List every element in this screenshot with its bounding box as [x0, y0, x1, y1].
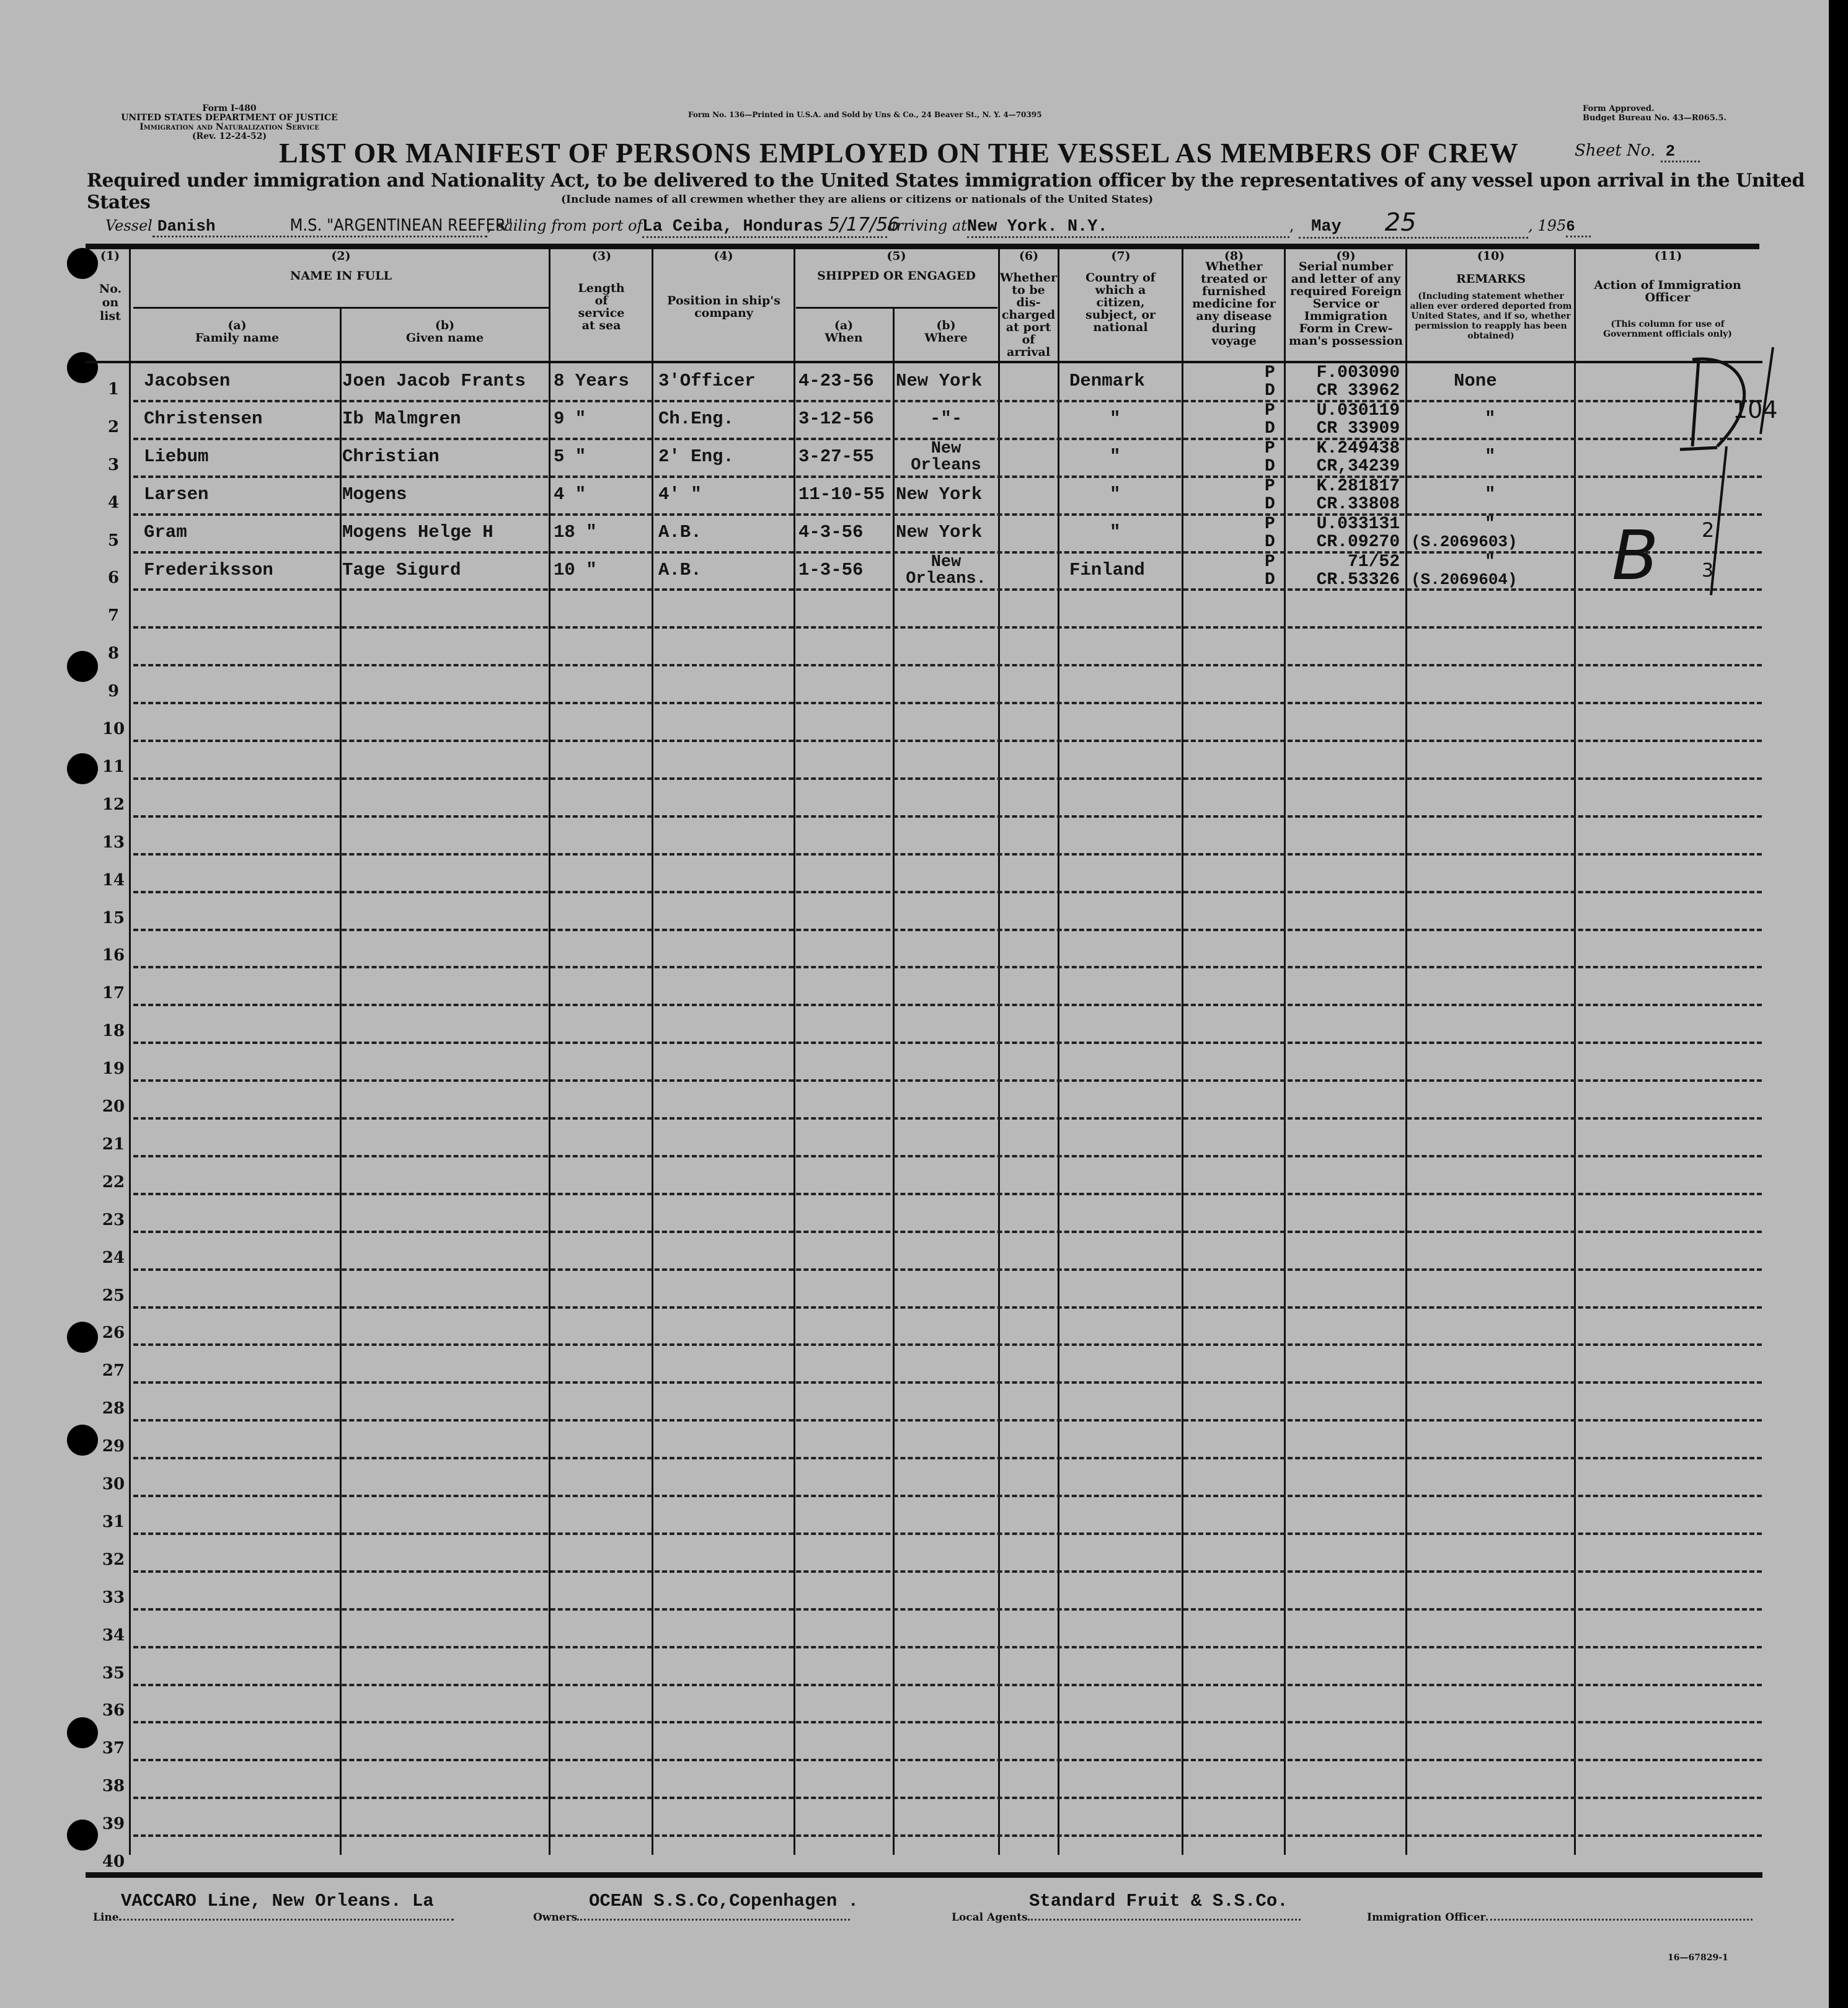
given-name-cell: Ib Malmgren — [342, 408, 461, 429]
punch-hole — [67, 753, 98, 784]
family-label: Family name — [195, 331, 280, 345]
given-name-cell: Christian — [342, 446, 440, 467]
row-number: 14 — [102, 870, 125, 890]
remarks-cell: " — [1485, 484, 1496, 505]
row-separator — [133, 1684, 1762, 1686]
row-number: 19 — [102, 1059, 125, 1079]
approval-block — [1583, 104, 1726, 123]
row-number: 36 — [102, 1701, 125, 1720]
passport-prefix: P — [1265, 363, 1275, 383]
shipped-where-cell: New York — [896, 521, 983, 542]
row-separator — [133, 475, 1762, 478]
page-title: LIST OR MANIFEST OF PERSONS EMPLOYED ON THE VESSEL AS MEMBERS OF CREW — [279, 137, 1519, 169]
document-number-cell: CR 33909 — [1316, 418, 1400, 438]
given-name-cell: Tage Sigurd — [342, 559, 461, 580]
row-number: 38 — [102, 1777, 125, 1796]
vline — [652, 249, 653, 1855]
arriving-label: arriving at — [887, 217, 967, 234]
table-top-rule — [86, 244, 1759, 249]
row-number: 28 — [102, 1399, 125, 1418]
position-cell: Ch.Eng. — [658, 408, 734, 429]
remarks-cell: " — [1485, 514, 1495, 534]
vline — [129, 249, 131, 1855]
row-number: 8 — [107, 644, 120, 663]
row-separator — [133, 1834, 1762, 1837]
officer-label: Immigration Officer — [1367, 1911, 1486, 1924]
header-family-name — [133, 319, 341, 344]
colnum-10: (10) — [1477, 249, 1505, 263]
row-separator — [133, 400, 1762, 402]
header-action: Action of Immigration Officer — [1594, 278, 1741, 304]
arrival-day: 25 — [1384, 208, 1417, 237]
position-cell: A.B. — [658, 559, 702, 580]
row-number: 21 — [102, 1134, 125, 1154]
row-number: 2 — [107, 417, 120, 436]
row-number: 26 — [102, 1324, 125, 1343]
country-cell: " — [1110, 521, 1121, 542]
row-separator — [133, 702, 1762, 704]
row-number: 13 — [102, 833, 125, 852]
document-number-cell: CR.33808 — [1316, 494, 1400, 514]
row-separator — [133, 966, 1762, 968]
passport-prefix: P — [1265, 400, 1275, 420]
country-cell: Finland — [1069, 559, 1145, 580]
row-separator — [133, 1079, 1762, 1082]
row-separator — [133, 1155, 1762, 1157]
country-cell: " — [1110, 446, 1121, 467]
row-separator — [133, 626, 1762, 629]
row-separator — [133, 1381, 1762, 1384]
passport-number-cell: F.003090 — [1316, 363, 1400, 383]
year-suffix: 6 — [1566, 219, 1575, 236]
row-separator — [133, 1343, 1762, 1346]
header-country: Country of which a citizen, subject, or national — [1085, 271, 1156, 334]
passport-number-cell: K.281817 — [1316, 476, 1400, 496]
row-separator — [133, 1193, 1762, 1195]
row-number: 3 — [107, 455, 120, 474]
form-number: Form I-480 — [202, 104, 257, 113]
agents-value: Standard Fruit & S.S.Co. — [1029, 1891, 1288, 1911]
passport-number-cell: U.033131 — [1316, 514, 1400, 534]
sheet-value: 2 — [1661, 142, 1700, 162]
punch-hole — [67, 651, 98, 682]
service-length-cell: 9 " — [554, 408, 586, 429]
passport-number-cell: U.030119 — [1316, 400, 1400, 420]
given-label: Given name — [405, 331, 484, 345]
sailing-label: , sailing from port of — [487, 217, 643, 234]
footer-officer — [1367, 1911, 1764, 1924]
row-number: 20 — [102, 1097, 125, 1116]
vline — [1284, 249, 1286, 1855]
row-number: 40 — [102, 1852, 125, 1871]
family-name-cell: Larsen — [144, 484, 209, 505]
document-prefix: D — [1265, 494, 1275, 514]
remarks-detail-cell: (S.2069603) — [1411, 532, 1518, 551]
family-name-cell: Jacobsen — [144, 371, 231, 391]
service-name: Immigration and Naturalization Service — [139, 122, 319, 132]
punch-hole — [67, 1425, 98, 1456]
header-given-name — [341, 319, 549, 344]
row-separator — [133, 1457, 1762, 1459]
country-cell: Denmark — [1069, 371, 1145, 391]
header-remarks: REMARKS — [1456, 272, 1526, 286]
row-separator — [133, 1721, 1762, 1723]
row-separator — [133, 1117, 1762, 1120]
given-name-cell: Joen Jacob Frants — [342, 371, 526, 391]
header-medicine: Whether treated or furnished medicine for any disease during voyage — [1192, 260, 1276, 348]
where-label: Where — [924, 331, 968, 345]
officer-superscript-2: 3 — [1702, 560, 1714, 582]
family-name-cell: Christensen — [144, 408, 263, 429]
position-cell: 3'Officer — [658, 371, 756, 391]
document-prefix: D — [1265, 381, 1275, 400]
port-from: La Ceiba, Honduras — [642, 218, 823, 236]
shipped-when-cell: 3-12-56 — [798, 408, 874, 429]
officer-mark-b: B — [1612, 516, 1659, 595]
row-number: 17 — [102, 984, 125, 1003]
colnum-6: (6) — [1019, 249, 1039, 263]
where-sub: (b) — [936, 319, 956, 332]
arrival-month: May — [1311, 218, 1342, 236]
when-sub: (a) — [834, 319, 854, 332]
row-number: 24 — [102, 1248, 125, 1267]
include-note: (Include names of all crewmen whether they are aliens or citizens or nationals of the United States) — [561, 193, 1154, 206]
vline — [998, 249, 1000, 1855]
row-separator — [133, 1419, 1762, 1422]
document-number-cell: CR.53326 — [1316, 570, 1400, 590]
sheet-number — [1575, 141, 1700, 161]
vessel-nationality: Danish — [157, 217, 216, 236]
table-bottom-rule — [86, 1872, 1762, 1878]
family-name-cell: Liebum — [144, 446, 209, 467]
colnum-7: (7) — [1111, 249, 1131, 263]
row-number: 37 — [102, 1739, 125, 1758]
vessel-name: M.S. "ARGENTINEAN REEFER" — [290, 216, 513, 235]
row-separator — [133, 1533, 1762, 1535]
shipped-header-rule — [796, 307, 997, 309]
vline — [1574, 249, 1576, 1855]
colnum-11: (11) — [1654, 249, 1682, 263]
colnum-4: (4) — [714, 249, 733, 263]
position-cell: A.B. — [658, 521, 702, 542]
header-bottom-rule — [86, 361, 1762, 363]
service-length-cell: 8 Years — [554, 371, 629, 391]
colnum-5: (5) — [886, 249, 906, 263]
row-number: 18 — [102, 1022, 125, 1041]
row-number: 9 — [107, 682, 120, 701]
remarks-detail-cell: (S.2069604) — [1411, 570, 1518, 589]
row-separator — [133, 1306, 1762, 1309]
document-prefix: D — [1265, 456, 1275, 476]
owners-label: Owners — [533, 1911, 578, 1924]
colnum-8: (8) — [1224, 249, 1244, 263]
printer-line: Form No. 136—Printed in U.S.A. and Sold by Uns & Co., 24 Beaver St., N. Y. 4—70395 — [688, 110, 1042, 119]
row-number: 31 — [102, 1512, 125, 1531]
given-name-cell: Mogens — [342, 484, 407, 505]
sheet-label: Sheet No. — [1575, 141, 1656, 160]
row-number: 32 — [102, 1550, 125, 1569]
row-number: 25 — [102, 1286, 125, 1305]
when-label: When — [825, 331, 863, 345]
punch-hole — [67, 352, 98, 383]
row-number: 33 — [102, 1588, 125, 1607]
remarks-cell: " — [1485, 408, 1496, 429]
colnum-1: (1) — [100, 249, 120, 263]
port-to: New York. N.Y. — [966, 218, 1108, 236]
given-sub: (b) — [435, 319, 455, 332]
position-cell: 4' " — [658, 484, 702, 505]
handwritten-sailing-date: 5/17/56 — [828, 214, 900, 236]
budget-bureau-line: Budget Bureau No. 43—R065.5. — [1583, 113, 1726, 123]
remarks-cell: None — [1454, 371, 1497, 391]
shipped-when-cell: 1-3-56 — [798, 559, 864, 580]
shipped-where-cell: New York — [896, 371, 983, 391]
remarks-cell: " — [1485, 552, 1495, 572]
row-number: 10 — [102, 720, 125, 738]
shipped-when-cell: 4-3-56 — [798, 521, 864, 542]
department: UNITED STATES DEPARTMENT OF JUSTICE — [121, 113, 338, 123]
agents-label: Local Agents — [952, 1911, 1028, 1924]
colnum-9: (9) — [1336, 249, 1356, 263]
row-separator — [133, 929, 1762, 931]
row-separator — [133, 891, 1762, 893]
punch-hole — [67, 1820, 98, 1851]
row-separator — [133, 1004, 1762, 1006]
header-name-in-full: NAME IN FULL — [290, 269, 392, 283]
vline — [1058, 249, 1059, 1855]
shipped-when-cell: 4-23-56 — [798, 371, 874, 391]
vessel-label: Vessel — [105, 217, 153, 234]
header-length-of-service: Length of service at sea — [578, 281, 625, 332]
document-number-cell: CR.09270 — [1316, 532, 1400, 552]
owners-value: OCEAN S.S.Co,Copenhagen . — [589, 1891, 859, 1911]
row-number: 34 — [102, 1625, 125, 1645]
approval-line: Form Approved. — [1583, 104, 1655, 113]
service-length-cell: 10 " — [554, 559, 597, 580]
row-number: 11 — [102, 757, 125, 776]
header-where — [893, 319, 999, 344]
officer-superscript-1: 2 — [1702, 518, 1715, 542]
family-name-cell: Frederiksson — [144, 559, 273, 580]
family-name-cell: Gram — [144, 521, 187, 542]
row-separator — [133, 588, 1762, 591]
punch-hole — [67, 1322, 98, 1353]
row-number: 27 — [102, 1361, 125, 1381]
row-separator — [133, 1231, 1762, 1233]
document-prefix: D — [1265, 418, 1275, 438]
shipped-when-cell: 11-10-55 — [798, 484, 885, 505]
row-number: 1 — [107, 379, 120, 399]
row-number: 29 — [102, 1437, 125, 1456]
voyage-line: Vessel Danish M.S. "ARGENTINEAN REEFER", sailing from port ofLa Ceiba, Honduras 5/17/56arriving atNew York. N.Y. , May 25 , 1956 — [105, 208, 1591, 239]
revision: (Rev. 12-24-52) — [192, 131, 267, 141]
row-number: 12 — [102, 795, 125, 814]
row-number: 7 — [107, 606, 120, 626]
row-number: 6 — [107, 568, 120, 588]
header-action-note: (This column for use of Government officials only) — [1603, 319, 1732, 339]
row-number: 30 — [102, 1475, 125, 1493]
passport-prefix: P — [1265, 476, 1275, 496]
service-length-cell: 5 " — [554, 446, 586, 467]
footer-agents — [952, 1891, 1348, 1924]
shipped-where-cell: -"- — [930, 408, 963, 429]
footer-line — [93, 1891, 490, 1924]
header-no-on-list: No. on list — [99, 282, 122, 323]
header-position: Position in ship's company — [667, 294, 780, 320]
shipped-where-cell: New Orleans. — [906, 552, 986, 588]
passport-number-cell: K.249438 — [1316, 438, 1400, 458]
row-separator — [133, 1759, 1762, 1761]
passport-number-cell: 71/52 — [1347, 552, 1400, 572]
year-prefix: , 195 — [1528, 217, 1567, 234]
row-separator — [133, 1042, 1762, 1044]
country-cell: " — [1110, 408, 1121, 429]
scan-border — [1829, 0, 1848, 2008]
punch-hole — [67, 1717, 98, 1748]
header-remarks-note: (Including statement whether alien ever ordered deported from United States, and if so, whether permission to reapply has been obtained) — [1410, 291, 1572, 341]
line-value: VACCARO Line, New Orleans. La — [121, 1891, 434, 1911]
document-number-cell: CR 33962 — [1316, 381, 1400, 400]
row-number: 23 — [102, 1210, 125, 1229]
vessel-field — [153, 216, 513, 237]
country-cell: " — [1110, 484, 1121, 505]
passport-prefix: P — [1265, 514, 1275, 534]
officer-count: 104 — [1733, 396, 1778, 423]
footer-owners — [533, 1891, 930, 1924]
colnum-3: (3) — [591, 249, 612, 263]
print-code: 16—67829-1 — [1668, 1953, 1728, 1963]
row-separator — [133, 1797, 1762, 1799]
colnum-2: (2) — [331, 249, 351, 263]
header-serial-number: Serial number and letter of any required Foreign Service or Immigration Form in Crew-man's possession — [1289, 260, 1403, 348]
row-separator — [133, 1268, 1762, 1271]
shipped-where-cell: New York — [896, 484, 983, 505]
vline — [1182, 249, 1183, 1855]
officer-field[interactable] — [1486, 1919, 1753, 1921]
row-separator — [133, 1495, 1762, 1497]
row-separator — [133, 513, 1762, 516]
row-separator — [133, 740, 1762, 742]
row-separator — [133, 815, 1762, 818]
row-number: 16 — [102, 946, 125, 965]
row-number: 22 — [102, 1172, 125, 1192]
row-separator — [133, 664, 1762, 666]
remarks-cell: " — [1485, 446, 1496, 467]
subtitle: Required under immigration and Nationality Act, to be delivered to the United States immigration officer by the representatives of any vessel upon arrival in the United States — [87, 170, 1805, 213]
passport-prefix: P — [1265, 552, 1275, 572]
header-shipped-or-engaged: SHIPPED OR ENGAGED — [817, 269, 976, 283]
service-length-cell: 18 " — [554, 521, 597, 542]
row-number: 39 — [102, 1815, 125, 1834]
passport-prefix: P — [1265, 438, 1275, 458]
row-separator — [133, 1646, 1762, 1648]
family-sub: (a) — [228, 319, 247, 332]
position-cell: 2' Eng. — [658, 446, 734, 467]
row-separator — [133, 1608, 1762, 1611]
document-number-cell: CR,34239 — [1316, 456, 1400, 476]
row-number: 5 — [107, 531, 120, 550]
form-identification — [87, 104, 372, 141]
vline — [549, 249, 550, 1855]
shipped-where-cell: New Orleans — [911, 439, 981, 475]
service-length-cell: 4 " — [554, 484, 586, 505]
vline — [1405, 249, 1407, 1855]
document-prefix: D — [1265, 532, 1275, 552]
row-separator — [133, 853, 1762, 856]
row-separator — [133, 1570, 1762, 1573]
row-separator — [133, 777, 1762, 780]
given-name-cell: Mogens Helge H — [342, 521, 493, 542]
line-label: Line — [93, 1911, 119, 1924]
row-number: 4 — [107, 493, 120, 512]
document-prefix: D — [1265, 570, 1275, 590]
shipped-when-cell: 3-27-55 — [798, 446, 874, 467]
row-number: 15 — [102, 908, 125, 927]
header-discharged: Whether to be dis-charged at port of arrival — [1000, 271, 1057, 359]
vline — [794, 249, 795, 1855]
row-number: 35 — [102, 1663, 125, 1683]
header-when — [794, 319, 893, 344]
